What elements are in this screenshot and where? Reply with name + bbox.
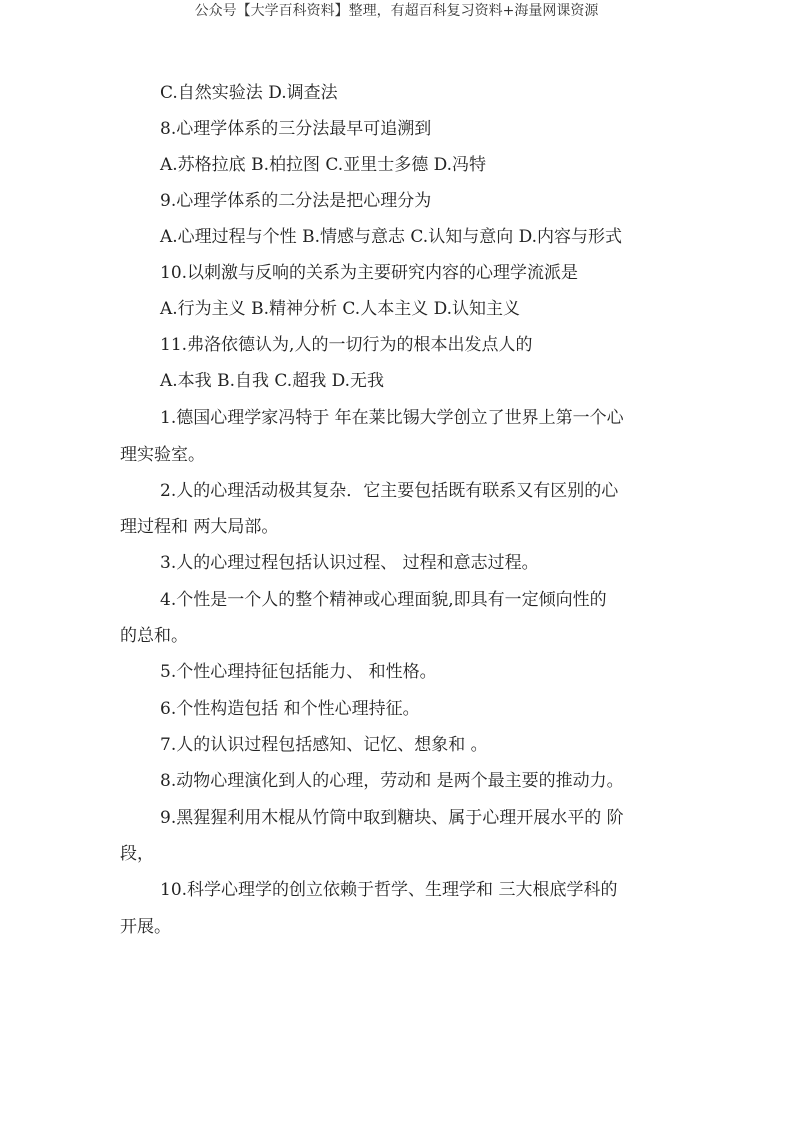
question-line: 10.以刺激与反响的关系为主要研究内容的心理学流派是 [160,263,579,283]
fill-blank-continuation: 的总和。 [120,626,188,646]
question-line: 9.心理学体系的二分法是把心理分为 [160,191,432,211]
option-line: A.苏格拉底 B.柏拉图 C.亚里士多德 D.冯特 [160,155,487,175]
fill-blank-line: 10.科学心理学的创立依赖于哲学、生理学和 三大根底学科的 [160,880,618,900]
question-line: 11.弗洛依德认为,人的一切行为的根本出发点人的 [160,335,533,355]
fill-blank-continuation: 理过程和 两大局部。 [120,517,279,537]
option-line: C.自然实验法 D.调查法 [160,83,338,103]
question-line: 8.心理学体系的三分法最早可追溯到 [160,119,432,139]
fill-blank-line: 8.动物心理演化到人的心理，劳动和 是两个最主要的推动力。 [160,771,624,791]
fill-blank-line: 7.人的认识过程包括感知、记忆、想象和 。 [160,735,488,755]
fill-blank-continuation: 理实验室。 [120,445,205,465]
fill-blank-line: 4.个性是一个人的整个精神或心理面貌,即具有一定倾向性的 [160,590,607,610]
fill-blank-line: 6.个性构造包括 和个性心理持征。 [160,699,420,719]
option-line: A.行为主义 B.精神分析 C.人本主义 D.认知主义 [160,299,521,319]
fill-blank-line: 5.个性心理持征包括能力、 和性格。 [160,662,437,682]
fill-blank-line: 3.人的心理过程包括认识过程、 过程和意志过程。 [160,553,539,573]
fill-blank-line: 9.黑猩猩利用木棍从竹筒中取到糖块、属于心理开展水平的 阶 [160,808,624,828]
page-header: 公众号【大学百科资料】整理，有超百科复习资料+海量网课资源 [194,3,599,19]
fill-blank-line: 1.德国心理学家冯特于 年在莱比锡大学创立了世界上第一个心 [160,408,624,428]
fill-blank-line: 2.人的心理活动极其复杂．它主要包括既有联系又有区别的心 [160,481,619,501]
option-line: A.心理过程与个性 B.情感与意志 C.认知与意向 D.内容与形式 [160,227,623,247]
fill-blank-continuation: 开展。 [120,917,171,937]
fill-blank-continuation: 段， [120,844,154,864]
option-line: A.本我 B.自我 C.超我 D.无我 [160,371,385,391]
